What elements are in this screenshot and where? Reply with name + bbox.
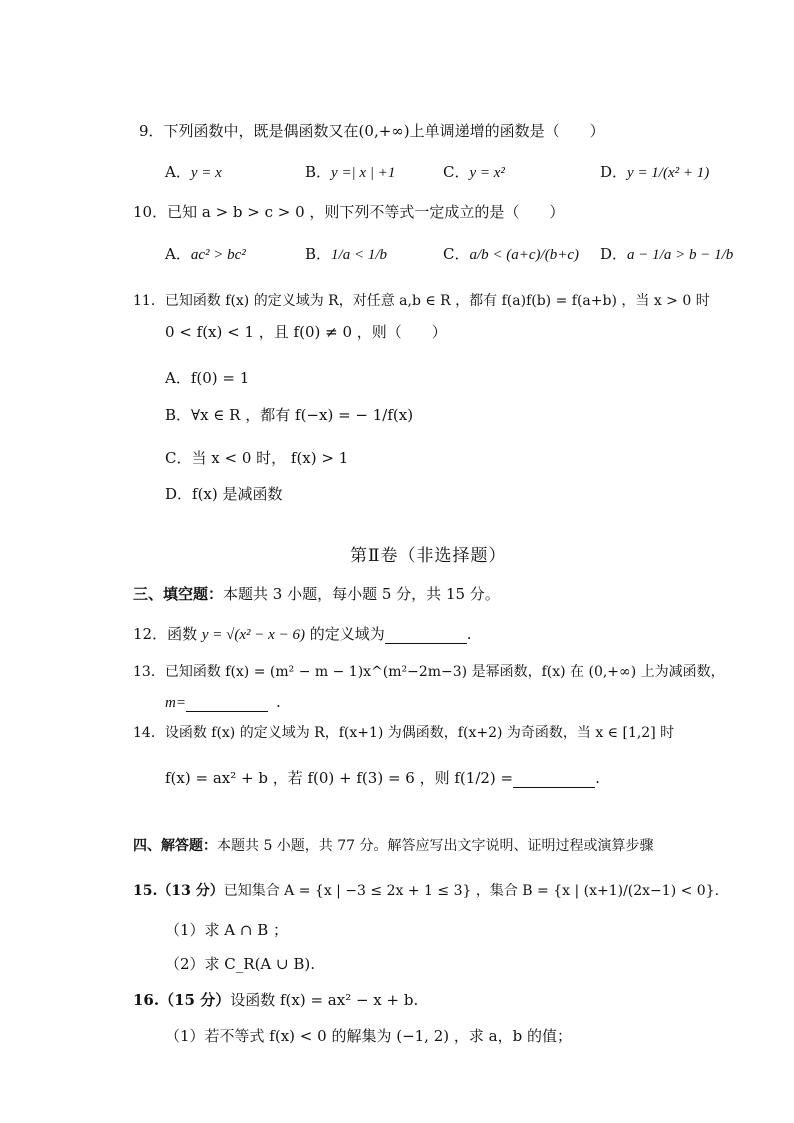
section4-header: 四、解答题：本题共 5 小题，共 77 分。解答应写出文字说明、证明过程或演算步骤 — [133, 838, 654, 854]
q10-option-a: A．ac² > bc² — [165, 245, 246, 263]
q14-line2: f(x) = ax² + b ，若 f(0) + f(3) = 6 ，则 f(1/2) = . — [165, 769, 600, 787]
q9-option-b: B．y =| x | +1 — [305, 163, 396, 181]
q12: 12．函数 y = √(x² − x − 6) 的定义域为 . — [133, 625, 472, 643]
q13-line2: m= . — [165, 693, 281, 711]
q10-option-b: B．1/a < 1/b — [305, 245, 387, 263]
q14-line1: 14．设函数 f(x) 的定义域为 R，f(x+1) 为偶函数，f(x+2) 为奇函数，当 x ∈ [1,2] 时 — [133, 725, 675, 741]
q11-option-c: C．当 x < 0 时， f(x) > 1 — [165, 449, 349, 467]
q9-option-d: D．y = 1/(x² + 1) — [600, 163, 710, 181]
section3-header: 三、填空题：本题共 3 小题，每小题 5 分，共 15 分。 — [133, 585, 500, 603]
q11-option-a: A．f(0) = 1 — [165, 369, 250, 387]
q11-stem-line1: 11．已知函数 f(x) 的定义域为 R，对任意 a,b ∈ R ，都有 f(a)f(b) = f(a+b) ，当 x > 0 时 — [133, 293, 710, 309]
q15-sub1: （1）求 A ∩ B ； — [165, 921, 289, 939]
q9-option-a: A．y = x — [165, 163, 222, 181]
q13-answer-blank[interactable] — [186, 693, 268, 712]
q16-stem: 16.（15 分）设函数 f(x) = ax² − x + b. — [133, 991, 419, 1009]
q10-option-d: D．a − 1/a > b − 1/b — [600, 245, 734, 263]
q10-option-c: C．a/b < (a+c)/(b+c) — [443, 245, 579, 263]
q9-option-c: C．y = x² — [443, 163, 505, 181]
q11-option-b: B．∀x ∈ R ，都有 f(−x) = − 1/f(x) — [165, 406, 414, 424]
q11-stem-line2: 0 < f(x) < 1 ，且 f(0) ≠ 0 ，则（ ） — [165, 323, 447, 341]
q9-stem: 9．下列函数中，既是偶函数又在(0,+∞)上单调递增的函数是（ ） — [139, 122, 605, 140]
q14-answer-blank[interactable] — [513, 769, 595, 788]
q15-stem: 15.（13 分）已知集合 A = {x | −3 ≤ 2x + 1 ≤ 3} ，集合 B = {x | (x+1)/(2x−1) < 0}. — [133, 883, 720, 899]
q11-option-d: D．f(x) 是减函数 — [165, 485, 283, 503]
q10-stem: 10．已知 a > b > c > 0 ，则下列不等式一定成立的是（ ） — [133, 203, 565, 221]
q12-answer-blank[interactable] — [385, 625, 467, 644]
q15-sub2: （2）求 C_R(A ∪ B). — [165, 955, 316, 973]
q16-sub1: （1）若不等式 f(x) < 0 的解集为 (−1, 2) ，求 a，b 的值； — [165, 1027, 572, 1045]
part2-title: 第Ⅱ卷（非选择题） — [350, 546, 507, 566]
q13-line1: 13．已知函数 f(x) = (m² − m − 1)x^(m²−2m−3) 是幂函数，f(x) 在 (0,+∞) 上为减函数， — [133, 664, 725, 680]
